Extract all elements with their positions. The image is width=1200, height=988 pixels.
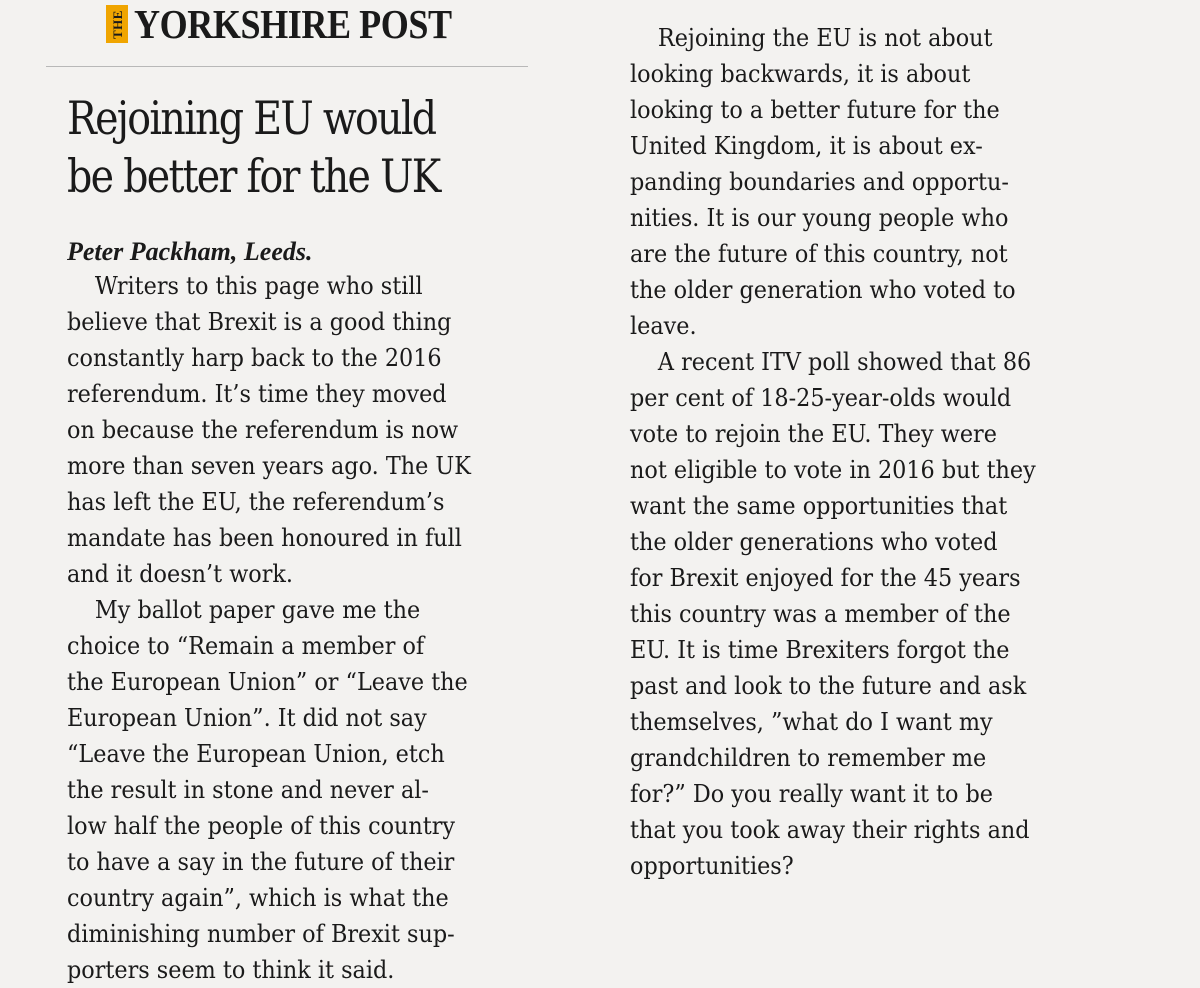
text-line: European Union”. It did not say xyxy=(67,704,427,732)
text-line: past and look to the future and ask xyxy=(630,672,1027,700)
text-line: looking backwards, it is about xyxy=(630,60,971,88)
text-line: want the same opportunities that xyxy=(630,492,1008,520)
text-line: per cent of 18-25-year-olds would xyxy=(630,384,1012,412)
text-line: this country was a member of the xyxy=(630,600,1011,628)
text-line: low half the people of this country xyxy=(67,812,456,840)
text-line: leave. xyxy=(630,312,697,340)
text-line: are the future of this country, not xyxy=(630,240,1008,268)
headline-line: be better for the UK xyxy=(67,149,440,203)
text-line: themselves, ”what do I want my xyxy=(630,708,993,736)
text-line: believe that Brexit is a good thing xyxy=(67,308,452,336)
text-line: choice to “Remain a member of xyxy=(67,632,425,660)
text-line: on because the referendum is now xyxy=(67,416,459,444)
text-line: nities. It is our young people who xyxy=(630,204,1009,232)
text-line: constantly harp back to the 2016 xyxy=(67,344,442,372)
text-line: Writers to this page who still xyxy=(94,272,423,300)
text-line: the European Union” or “Leave the xyxy=(67,668,468,696)
headline-line: Rejoining EU would xyxy=(67,91,436,145)
text-line: has left the EU, the referendum’s xyxy=(67,488,445,516)
text-line: vote to rejoin the EU. They were xyxy=(630,420,997,448)
text-line: opportunities? xyxy=(630,852,794,880)
masthead-divider xyxy=(46,66,528,67)
masthead-title: YORKSHIRE POST xyxy=(134,1,452,47)
text-line: referendum. It’s time they moved xyxy=(67,380,447,408)
text-line: the older generations who voted xyxy=(630,528,998,556)
text-line: United Kingdom, it is about ex- xyxy=(630,132,983,160)
article-byline: Peter Packham, Leeds. xyxy=(67,237,313,266)
text-line: that you took away their rights and xyxy=(630,816,1030,844)
text-line: not eligible to vote in 2016 but they xyxy=(630,456,1036,484)
text-line: My ballot paper gave me the xyxy=(94,596,421,624)
text-line: mandate has been honoured in full xyxy=(67,524,462,552)
text-line: looking to a better future for the xyxy=(630,96,1000,124)
text-line: diminishing number of Brexit sup- xyxy=(67,920,455,948)
text-line: panding boundaries and opportu- xyxy=(630,168,1009,196)
text-line: more than seven years ago. The UK xyxy=(67,452,471,480)
text-line: for Brexit enjoyed for the 45 years xyxy=(630,564,1021,592)
text-line: Rejoining the EU is not about xyxy=(657,24,993,52)
text-line: for?” Do you really want it to be xyxy=(630,780,994,808)
masthead-badge xyxy=(106,5,128,43)
left-column-body xyxy=(67,268,501,988)
masthead xyxy=(106,0,495,48)
text-line: the older generation who voted to xyxy=(630,276,1016,304)
text-line: porters seem to think it said. xyxy=(67,956,395,984)
masthead-badge-text: THE xyxy=(109,9,125,39)
text-line: and it doesn’t work. xyxy=(67,560,294,588)
text-line: the result in stone and never al- xyxy=(67,776,429,804)
text-line: grandchildren to remember me xyxy=(630,744,987,772)
text-line: country again”, which is what the xyxy=(67,884,449,912)
text-line: A recent ITV poll showed that 86 xyxy=(657,348,1032,376)
right-column-body xyxy=(630,20,1066,884)
article-headline xyxy=(67,89,471,205)
text-line: “Leave the European Union, etch xyxy=(67,740,445,768)
text-line: to have a say in the future of their xyxy=(67,848,455,876)
text-line: EU. It is time Brexiters forgot the xyxy=(630,636,1010,664)
